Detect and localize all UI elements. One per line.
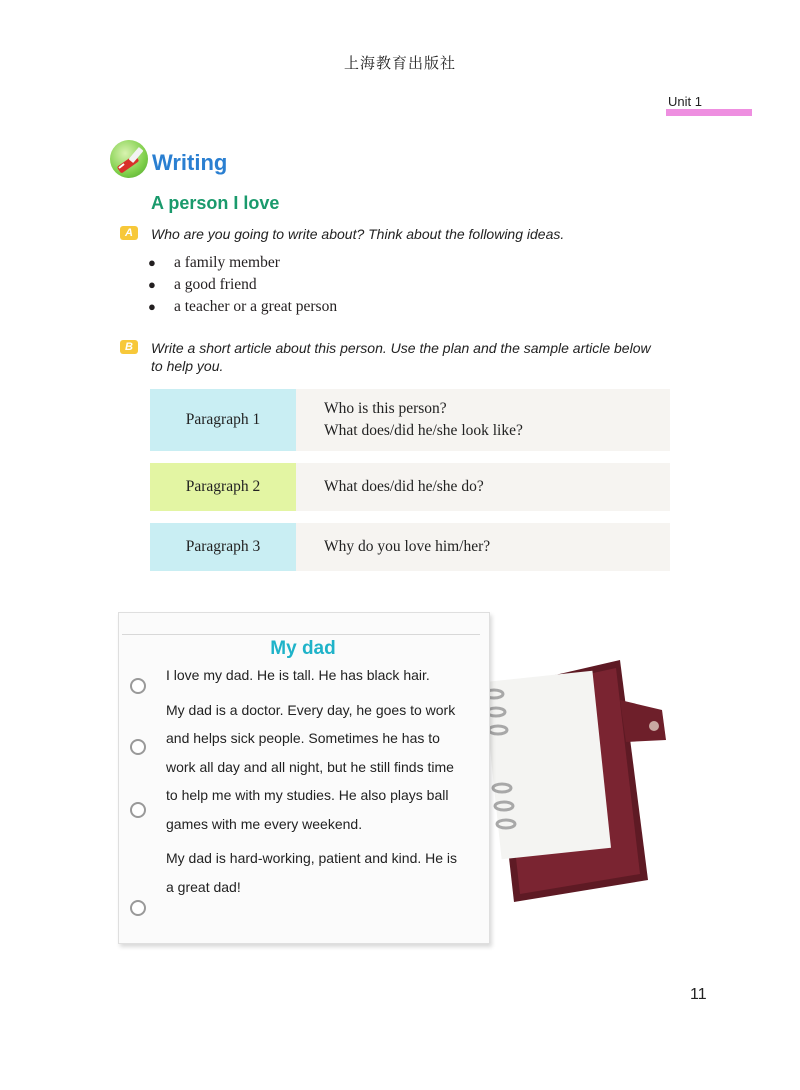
article-body — [166, 661, 466, 907]
list-item-text: a family member — [174, 254, 280, 271]
publisher-name: 上海教育出版社 — [343, 54, 456, 72]
article-paragraph: I love my dad. He is tall. He has black hair. — [166, 667, 430, 683]
plan-row-3-line1: Why do you love him/her? — [324, 538, 491, 555]
plan-row-2-label: Paragraph 2 — [150, 463, 296, 511]
bullet-dot: ● — [148, 277, 156, 292]
plan-row-2-line1: What does/did he/she do? — [324, 478, 484, 495]
paper-rule — [122, 634, 480, 635]
bullet-dot: ● — [148, 255, 156, 270]
part-b-instruction-line2: to help you. — [151, 358, 224, 374]
writing-pen-icon — [110, 140, 148, 178]
badge-b: B — [120, 340, 138, 354]
list-item-text: a teacher or a great person — [174, 298, 338, 315]
badge-a: A — [120, 226, 138, 240]
unit-bar — [666, 109, 752, 116]
binder-hole — [130, 678, 146, 694]
bullet-dot: ● — [148, 299, 156, 314]
idea-list — [148, 252, 337, 318]
list-item — [148, 296, 337, 318]
page-number: 11 — [690, 986, 707, 1003]
list-item — [148, 252, 337, 274]
plan-row-3-label: Paragraph 3 — [150, 523, 296, 571]
plan-row-1-label: Paragraph 1 — [150, 389, 296, 451]
plan-row-2-content — [296, 463, 670, 511]
plan-row-3-content — [296, 523, 670, 571]
article-paragraph: My dad is hard-working, patient and kind. He is a great dad! — [166, 850, 458, 895]
section-subtitle: A person I love — [151, 193, 280, 213]
binder-hole — [130, 900, 146, 916]
plan-row-1-line1: Who is this person? — [324, 400, 447, 417]
article-title: My dad — [270, 638, 336, 659]
part-b-instruction-line1: Write a short article about this person. Use the plan and the sample article below — [151, 340, 651, 356]
section-title: Writing — [152, 150, 228, 175]
plan-row-1-line2: What does/did he/she look like? — [324, 422, 523, 439]
binder-hole — [130, 739, 146, 755]
plan-row-1-content — [296, 389, 670, 451]
binder-hole — [130, 802, 146, 818]
article-paragraph: My dad is a doctor. Every day, he goes to work and helps sick people. Sometimes he has to work all day and all night, but he still finds time to help me with my studies. He also plays ball games with me every weekend. — [166, 701, 456, 832]
list-item-text: a good friend — [174, 276, 257, 293]
notebook-illustration — [470, 650, 680, 910]
unit-label: Unit 1 — [668, 94, 702, 109]
list-item — [148, 274, 337, 296]
part-a-instruction: Who are you going to write about? Think about the following ideas. — [151, 226, 565, 242]
